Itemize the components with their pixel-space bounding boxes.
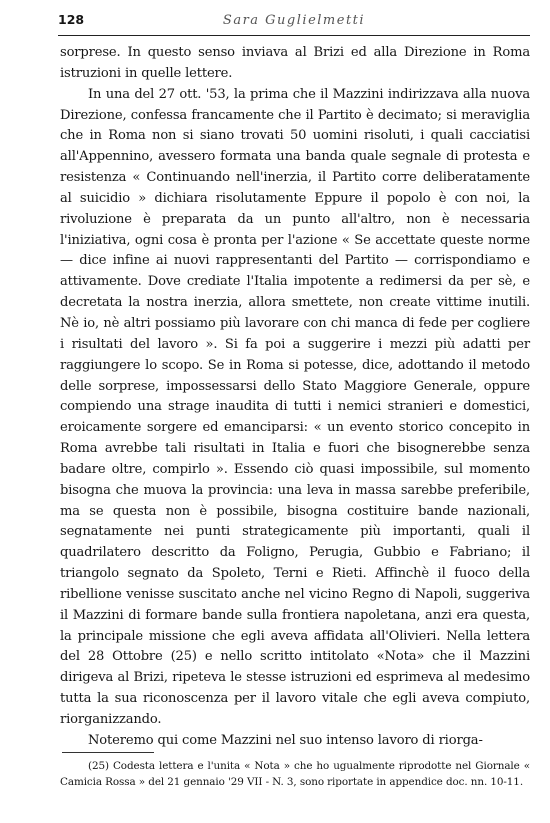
- paragraph-closing: Noteremo qui come Mazzini nel suo intenso lavoro di riorga-: [88, 732, 483, 748]
- footnote-text: (25) Codesta lettera e l'unita « Nota » che ho ugualmente riprodotte nel Giornale « Camicia Rossa » del 21 gennaio '29 VII - N. 3, sono riportate in appendice doc. nn. 10-11.: [60, 760, 530, 788]
- header-rule: [58, 35, 530, 36]
- body-text: [60, 43, 530, 752]
- paragraph-continued: sorprese. In questo senso inviava al Brizi ed alla Direzione in Roma istruzioni in quelle lettere.: [60, 45, 530, 81]
- page-header: [58, 12, 530, 32]
- footnote: [60, 758, 530, 790]
- page-number: 128: [58, 12, 85, 27]
- paragraph-mazzini-letter: In una del 27 ott. '53, la prima che il Mazzini indirizzava alla nuova Direzione, confessa francamente che il Partito è decimato; si meraviglia che in Roma non si siano trovati 50 uomini risoluti, i quali cacciatisi all'Appennino, avessero formata una banda quale segnale di protesta e resistenza « Continuando nell'inerzia, il Partito corre deliberatamente al suicidio » dichiara risolutamente Eppure il popolo è con noi, la rivoluzione è preparata da un punto all'altro, non è necessaria l'iniziativa, ogni cosa è pronta per l'azione « Se accettate queste norme — dice infine ai nuovi rappresentanti del Partito — corrispondiamo e attivamente. Dove crediate l'Italia impotente a redimersi da per sè, e decretata la nostra inerzia, allora smettete, non create vittime inutili. Nè io, nè altri possiamo più lavorare con chi manca di fede per cogliere i risultati del lavoro ». Si fa poi a suggerire i mezzi più adatti per raggiungere lo scopo. Se in Roma si potesse, dice, adottando il metodo delle sorprese, impossessarsi dello Stato Maggiore Generale, oppure compiendo una strage inaudita di tutti i nemici stranieri e domestici, eroicamente sorgere ed emanciparsi: « un evento storico concepito in Roma avrebbe tali risultati in Italia e fuori che bisognerebbe senza badare oltre, compirlo ». Essendo ciò quasi impossibile, sul momento bisogna che muova la provincia: una leva in massa sarebbe preferibile, ma se questa non è possibile, bisogna costituire bande nazionali, segnatamente nei punti strategicamente più importanti, quali il quadrilatero descritto da Foligno, Perugia, Gubbio e Fabriano; il triangolo segnato da Spoleto, Terni e Rieti. Affinchè il fuoco della ribellione venisse suscitato anche nel vicino Regno di Napoli, suggeriva il Mazzini di formare bande sulla frontiera napoletana, anzi era questa, la principale missione che egli aveva affidata all'Olivieri. Nella lettera del 28 Ottobre (25) e nello scritto intitolato «Nota» che il Mazzini dirigeva al Brizi, ripeteva le stesse istruzioni ed esprimeva al medesimo tutta la sua riconoscenza per il lavoro vitale che egli aveva compiuto, riorganizzando.: [60, 86, 530, 727]
- footnote-rule: [62, 752, 154, 753]
- running-title: Sara Guglielmetti: [222, 13, 366, 28]
